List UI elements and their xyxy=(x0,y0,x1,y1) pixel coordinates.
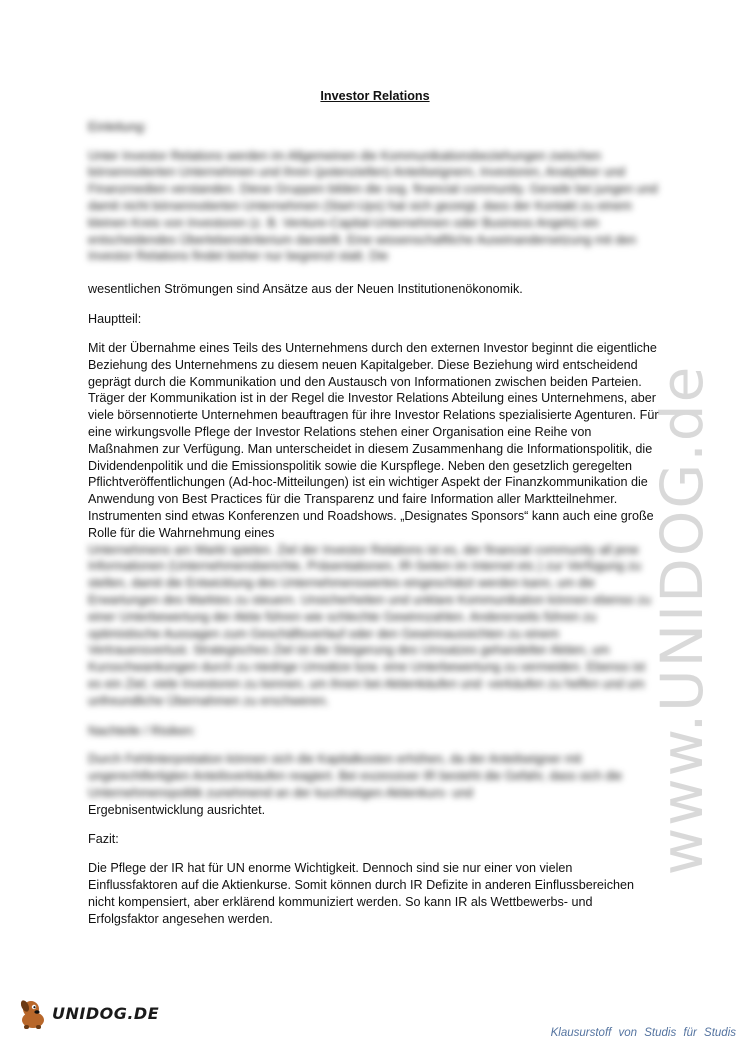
main-paragraph-blurred: Unternehmens am Markt spielen. Ziel der Investor Relations ist es, der financial community all jene Informationen (Unternehmensberichte, Präsentationen, IR-Seiten im Internet etc.) zur Verfügung zu stellen, damit die Entwicklung des Unternehmenswertes eingeschätzt werden kann, um die Erwartungen des Marktes zu steuern. Unsicherheiten und unklare Kommunikation können ebenso zu einer Unterbewertung der Aktie führen wie schlechte Gewinnzahlen. Andererseits führen zu optimistische Aussagen zum Geschäftsverlauf oder den Gewinnaussichten zu einem Vertrauensverlust. Strategisches Ziel ist die Steigerung des Umsatzes gehandelter Aktien, um Kursschwankungen durch zu niedrige Umsätze bzw. eine Unterbewertung zu vermeiden. Ebenso ist es ein Ziel, viele Investoren zu kennen, um ihnen bei Aktienkäufen und -verkäufen zu helfen und um unfreundliche Übernahmen zu erschweren. xyxy=(88,542,651,708)
intro-heading: Einleitung: xyxy=(88,119,147,134)
conclusion-heading: Fazit: xyxy=(88,832,119,847)
risk-last-line: Ergebnisentwicklung ausrichtet. xyxy=(88,802,266,817)
watermark: www.UNIDOG.de xyxy=(648,364,716,876)
conclusion-paragraph: Die Pflege der IR hat für UN enorme Wichtigkeit. Dennoch sind sie nur einer von vielen Einflussfaktoren auf die Aktienkurse. Somit können durch IR Defizite in anderen Einflussbereichen nicht kompensiert, aber erklärend kommuniziert werden. So kann IR als Wettbewerbs- und Erfolgsfaktor angesehen werden. xyxy=(88,861,635,926)
risk-paragraph-blurred: Durch Fehlinterpretation können sich die Kapitalkosten erhöhen, da der Anteilseigner mit ungerechtfertigten Anteilsverkäufen reagiert. Bei exzessiver IR besteht die Gefahr, dass sich die Unternehmenspolitik zunehmend an der kurzfristigen Aktienkurs- und xyxy=(88,752,623,800)
dog-mascot-icon xyxy=(16,996,50,1030)
unidog-logo[interactable] xyxy=(16,996,159,1030)
main-heading: Hauptteil: xyxy=(88,312,142,327)
risk-heading: Nachteile / Risiken: xyxy=(88,723,196,738)
logo-text: UNIDOG.DE xyxy=(52,1003,160,1023)
document-title: Investor Relations xyxy=(320,89,430,103)
footer-tagline: Klausurstoff von Studis für Studis xyxy=(550,1027,736,1039)
intro-paragraph-blurred: Unter Investor Relations werden im Allgemeinen die Kommunikationsbeziehungen zwischen börsennotierten Unternehmen und ihren (potenziellen) Anteilseignern, Investoren, Analytiker und Finanzmedien verstanden. Diese Gruppen bilden die sog. financial community. Gerade bei jungen und damit nicht börsennotierten Unternehmen (Start-Ups) hat sich gezeigt, dass der Kontakt zu einem kleinen Kreis von Investoren (z. B. Venture-Capital-Unternehmen oder Business Angels) ein entscheidendes Überlebenskriterium darstellt. Eine wissenschaftliche Auseinandersetzung mit den Investor Relations findet bisher nur begrenzt statt. Die xyxy=(88,148,658,264)
main-paragraph: Mit der Übernahme eines Teils des Unternehmens durch den externen Investor beginnt die eigentliche Beziehung des Unternehmens zu diesem neuen Kapitalgeber. Diese Beziehung wird entscheidend geprägt durch die Kommunikation und den Austausch von Informationen zwischen beiden Parteien. Träger der Kommunikation ist in der Regel die Investor Relations Abteilung eines Unternehmens, aber viele börsennotierte Unternehmen beauftragen für ihre Investor Relations spezialisierte Agenturen. Für eine wirkungsvolle Pflege der Investor Relations stehen einer Organisation eine Reihe von Maßnahmen zur Verfügung. Man unterscheidet in diesem Zusammenhang die Informationspolitik, die Dividendenpolitik und die Emissionspolitik sowie die Kurspflege. Neben den gesetzlich geregelten Pflichtveröffentlichungen (Ad-hoc-Mitteilungen) ist ein wichtiger Aspekt der Finanzkommunikation die Anwendung von Best Practices für die Transparenz und faire Information aller Marktteilnehmer. Instrumenten sind etwas Konferenzen und Roadshows. „Designates Sponsors“ kann auch eine große Rolle für die Wahrnehmung eines xyxy=(88,340,659,540)
intro-last-line: wesentlichen Strömungen sind Ansätze aus der Neuen Institutionenökonomik. xyxy=(88,282,523,297)
document-content xyxy=(88,88,662,927)
intro-last-line-wrapper xyxy=(88,265,662,298)
